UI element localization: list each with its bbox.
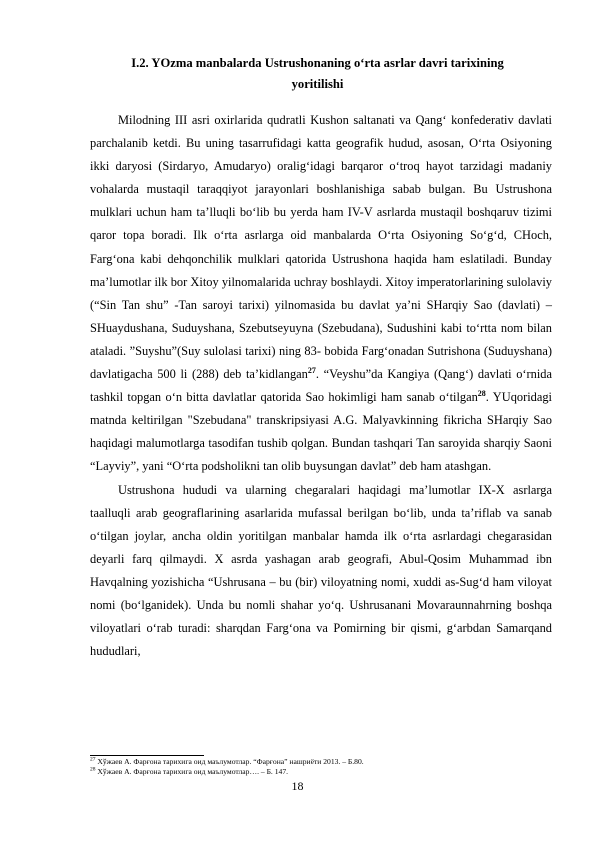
- footnote-ref-28[interactable]: 28: [477, 389, 486, 398]
- footnote-text: Хўжаев А. Фарғона тарихига оид маълумотлар…. – Б. 147.: [95, 767, 289, 776]
- paragraph-2-text: Ustrushona hududi va ularning chegaralari haqidagi ma’lumotlar IX-X asrlarga taalluqli arab geograflarining asarlarida mufassal berilgan bo‘lib, unda ta’riflab va sanab o‘tilgan joylar, ancha oldin yoritilgan manbalar hamda ilk o‘rta asrlardagi chegarasidan deyarli farq qilmaydi. X asrda yashagan arab geografi, Abul-Qosim Muhammad ibn Havqalning yozishicha “Ushrusana – bu (bir) viloyatning nomi, xuddi as-Sug‘d ham viloyat nomi (bo‘lganidek). Unda bu nomli shahar yo‘q. Ushrusanani Movaraunnahrning boshqa viloyatlari o‘rab turadi: sharqdan Farg‘ona va Pomirning bir qismi, g‘arbdan Samarqand hududlari,: [90, 482, 552, 659]
- footnote-mark: 27: [90, 756, 96, 763]
- footnote-ref-27[interactable]: 27: [307, 365, 316, 375]
- paragraph-1-text-b: . “Veyshu”da Kangiya (Qang‘) davlati o‘rnida tashkil topgan o‘n bitta davlatlar qatorida Sao hokimligi ham sanab o‘tilgan: [90, 367, 552, 405]
- section-heading-line-1: I.2. YOzma manbalarda Ustrushonaning o‘rta asrlar davri tarixining: [131, 56, 504, 70]
- footnote-separator: [90, 755, 204, 756]
- paragraph-1-text-a: Milodning III asri oxirlarida qudratli Kushon saltanati va Qang‘ konfederativ davlati parchalanib ketdi. Bu uning tasarrufidagi katta geografik hudud, asosan, O‘rta Osiyoning ikki daryosi (Sirdaryo, Amudaryo) oralig‘idagi barqaror o‘troq hayot tarzidagi madaniy vohalarda mustaqil taraqqiyot jarayonlari boshlanishiga sabab bulgan. Bu Ustrushona mulklari uchun ham ta’lluqli bo‘lib bu yerda ham IV-V asrlarda mustaqil boshqaruv tizimi qaror topa boradi. Ilk o‘rta asrlarga oid manbalarda O‘rta Osiyoning So‘g‘d, CHoch, Farg‘ona kabi dehqonchilik mulklari qatorida Ustrushona haqida ham eslatiladi. Bunday ma’lumotlar ilk bor Xitoy yilnomalarida uchray boshlaydi. Xitoy imperatorlarining sulolaviy (“Sin Tan shu” -Tan saroyi tarixi) yilnomasida bu davlat ya’ni SHarqiy Sao (davlati) – SHuaydushana, Suduyshana, Szebutseyuyna (Szebudana), Sudushini kabi to‘rtta nom bilan ataladi. ”Suyshu”(Suy sulolasi tarixi) ning 83- bobida Farg‘onadan Sutrishona (Suduyshana) davlatigacha 500 li (288) deb ta’kidlangan: [90, 113, 552, 382]
- paragraph-2: [90, 479, 552, 664]
- paragraph-1: [90, 109, 552, 479]
- page-number: 18: [291, 779, 304, 793]
- footnotes: [90, 757, 560, 777]
- body-text: [90, 109, 552, 663]
- paragraph-1-text-c: . YUqoridagi matnda keltirilgan "Szebudana" transkripsiyasi A.G. Malyavkinning fikricha SHarqiy Sao haqidagi malumotlarga tasodifan tushib qolgan. Bundan tashqari Tan saroyida sharqiy Saoni “Layviy”, yani “O‘rta podsholikni tan olib buysungan davlat” deb ham atashgan.: [90, 390, 552, 474]
- footnote-27: [90, 757, 560, 767]
- footnote-mark: 28: [90, 766, 96, 773]
- footnote-28: [90, 767, 560, 777]
- footnote-text: Хўжаев А. Фарғона тарихига оид маълумотлар. “Фарғона” нашриёти 2013. – Б.80.: [95, 757, 364, 766]
- section-heading: [90, 53, 545, 95]
- section-heading-line-2: yoritilishi: [291, 77, 344, 91]
